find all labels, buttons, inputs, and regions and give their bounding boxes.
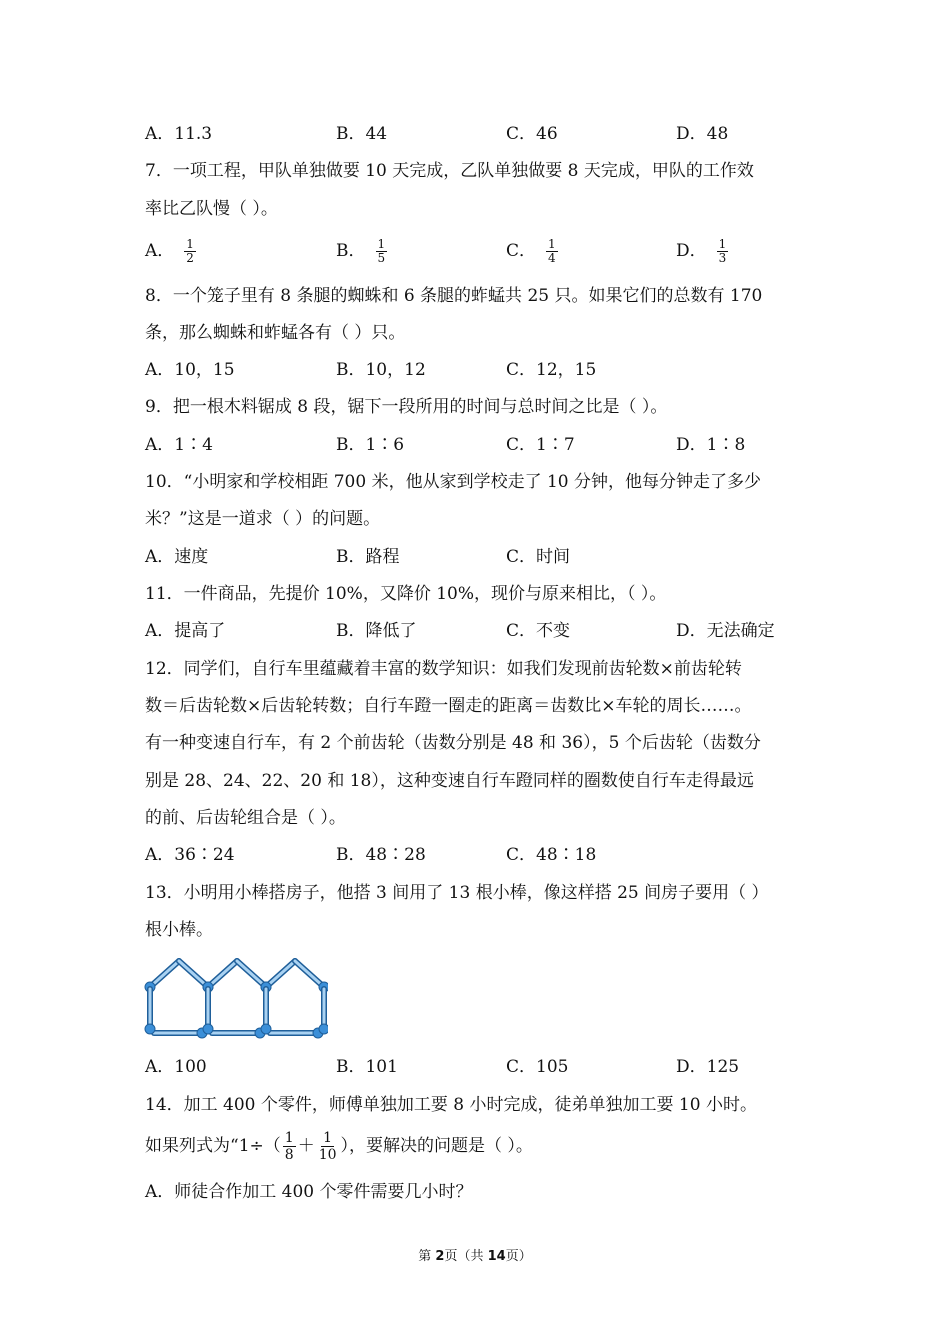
q9-option-b: B．1∶6 (336, 435, 405, 455)
q9-text-line1: 9．把一根木料锯成 8 段，锯下一段所用的时间与总时间之比是（ ）。 (145, 397, 668, 417)
q6-option-b: B．44 (336, 124, 388, 144)
q12-text-line5: 的前、后齿轮组合是（ ）。 (145, 808, 346, 828)
q13-option-b: B．101 (336, 1057, 398, 1077)
q7-text-line1: 7．一项工程，甲队单独做要 10 天完成，乙队单独做要 8 天完成，甲队的工作效 (145, 161, 754, 181)
matchstick (237, 961, 266, 987)
q8-text-line1: 8．一个笼子里有 8 条腿的蜘蛛和 6 条腿的蚱蜢共 25 只。如果它们的总数有 170 (145, 286, 763, 306)
q11-text-line1: 11．一件商品，先提价 10%，又降价 10%，现价与原来相比，（ ）。 (145, 584, 667, 604)
page-footer: 第 2页（共 14页） (418, 1249, 532, 1264)
q12-option-c: C．48∶18 (506, 845, 597, 865)
q6-option-c: C．46 (506, 124, 558, 144)
q11-option-a: A．提高了 (145, 621, 226, 641)
q12-text-line3: 有一种变速自行车，有 2 个前齿轮（齿数分别是 48 和 36），5 个后齿轮（齿数分 (145, 733, 761, 753)
q9-option-d: D．1∶8 (676, 435, 746, 455)
q13-option-a: A．100 (145, 1057, 207, 1077)
q12-text-line2: 数＝后齿轮数×后齿轮转数；自行车蹬一圈走的距离＝齿数比×车轮的周长……。 (145, 696, 752, 716)
q11-option-d: D．无法确定 (676, 621, 775, 641)
q7-option-d: D． $\frac{1}{3}$ (676, 237, 727, 265)
matchstick-head (203, 1024, 213, 1034)
matchstick-head (145, 1024, 155, 1034)
q13-option-d: D．125 (676, 1057, 740, 1077)
q7-option-b: B． $\frac{1}{5}$ (336, 237, 386, 265)
q14-text-line1: 14．加工 400 个零件，师傅单独加工要 8 小时完成，徒弟单独加工要 10 小时。 (145, 1095, 757, 1115)
q7-text-line2: 率比乙队慢（ ）。 (145, 199, 278, 219)
q8-option-c: C．12，15 (506, 360, 597, 380)
q10-text-line2: 米？”这是一道求（ ）的问题。 (145, 509, 381, 529)
fraction-one-tenth: $\frac{1}{10}$ (318, 1130, 337, 1163)
q6-option-a: A．11.3 (145, 124, 213, 144)
matchstick-head (319, 1024, 328, 1034)
matchstick-houses-figure (142, 955, 328, 1041)
matchsticks (145, 961, 328, 1038)
q7-option-a: A． $\frac{1}{2}$ (145, 237, 194, 265)
q14-option-a: A．师徒合作加工 400 个零件需要几小时？ (145, 1182, 473, 1202)
q10-option-a: A．速度 (145, 547, 209, 567)
q8-option-a: A．10，15 (145, 360, 235, 380)
q10-option-c: C．时间 (506, 547, 571, 567)
q11-option-c: C．不变 (506, 621, 571, 641)
q12-text-line4: 别是 28、24、22、20 和 18），这种变速自行车蹬同样的圈数使自行车走得最远 (145, 771, 754, 791)
q13-option-c: C．105 (506, 1057, 569, 1077)
q12-option-b: B．48∶28 (336, 845, 426, 865)
q8-text-line2: 条，那么蜘蛛和蚱蜢各有（ ）只。 (145, 323, 406, 343)
matchstick (150, 961, 179, 987)
matchstick (179, 961, 208, 987)
matchstick (266, 961, 295, 987)
q7-option-c: C． $\frac{1}{4}$ (506, 237, 556, 265)
q10-text-line1: 10．“小明家和学校相距 700 米，他从家到学校走了 10 分钟，他每分钟走了多少 (145, 472, 762, 492)
q12-text-line1: 12．同学们，自行车里蕴藏着丰富的数学知识：如我们发现前齿轮数×前齿轮转 (145, 659, 742, 679)
q14-text-line2: 如果列式为“1÷（ $\frac{1}{8}$ ＋ $\frac{1}{10}$ ），要解决的问题是（ ）。 (145, 1130, 533, 1163)
q11-option-b: B．降低了 (336, 621, 417, 641)
matchstick-head (261, 1024, 271, 1034)
q9-option-c: C．1∶7 (506, 435, 575, 455)
q9-option-a: A．1∶4 (145, 435, 213, 455)
q12-option-a: A．36∶24 (145, 845, 235, 865)
matchstick (208, 961, 237, 987)
q10-option-b: B．路程 (336, 547, 400, 567)
q13-text-line1: 13．小明用小棒搭房子，他搭 3 间用了 13 根小棒，像这样搭 25 间房子要用（ ） (145, 883, 769, 903)
matchstick (295, 961, 324, 987)
q13-text-line2: 根小棒。 (145, 920, 213, 940)
q8-option-b: B．10，12 (336, 360, 426, 380)
fraction-one-eighth: $\frac{1}{8}$ (284, 1130, 294, 1163)
q6-option-d: D．48 (676, 124, 729, 144)
